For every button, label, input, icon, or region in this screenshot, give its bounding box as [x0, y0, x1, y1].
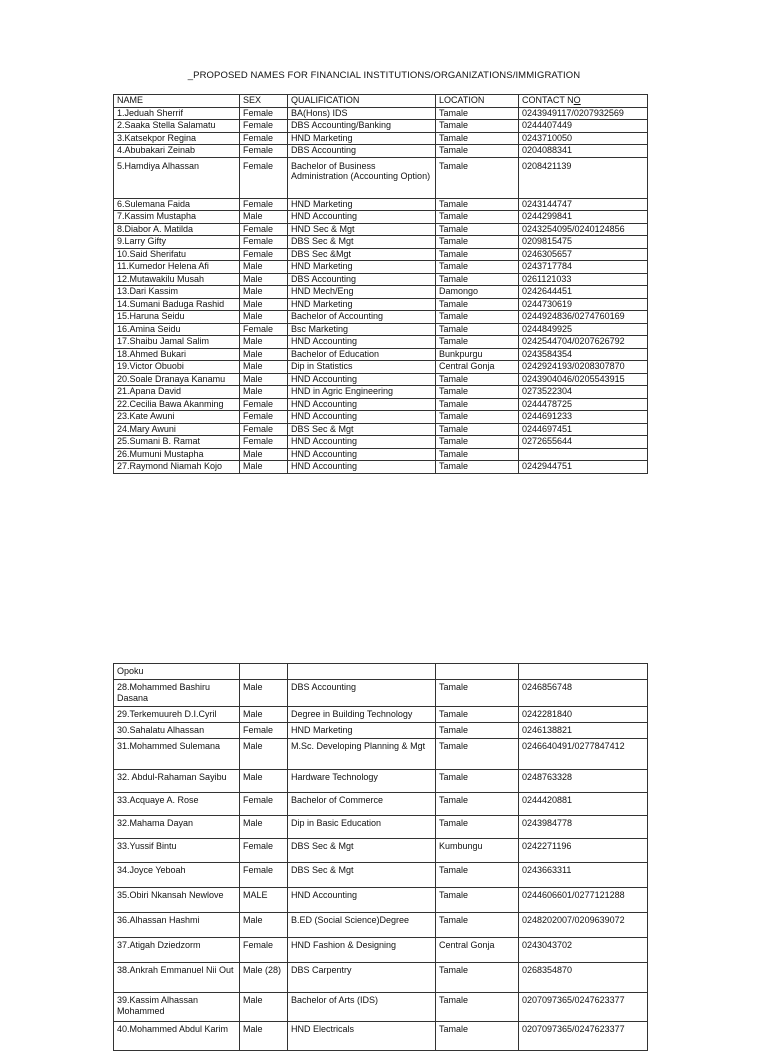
- qualification-cell: Hardware Technology: [288, 770, 436, 793]
- qualification-cell: HND Accounting: [288, 336, 436, 349]
- table-row: [114, 963, 648, 993]
- sex-cell: Female: [240, 248, 288, 261]
- table-row: [114, 348, 648, 361]
- location-cell: Tamale: [436, 398, 519, 411]
- table-row: [114, 120, 648, 133]
- sex-cell: Male: [240, 680, 288, 707]
- name-cell: 40.Mohammed Abdul Karim: [114, 1022, 240, 1051]
- sex-cell: Male: [240, 993, 288, 1022]
- table-row: [114, 157, 648, 198]
- contact-cell: 0246138821: [519, 723, 648, 739]
- contact-cell: 0272655644: [519, 436, 648, 449]
- table-row: [114, 863, 648, 888]
- qualification-cell: Bsc Marketing: [288, 323, 436, 336]
- location-cell: Central Gonja: [436, 361, 519, 374]
- sex-cell: Male: [240, 261, 288, 274]
- location-cell: Tamale: [436, 323, 519, 336]
- table-row: [114, 361, 648, 374]
- table-row: [114, 132, 648, 145]
- qualification-cell: Bachelor of Commerce: [288, 793, 436, 816]
- location-cell: Tamale: [436, 298, 519, 311]
- name-cell: 13.Dari Kassim: [114, 286, 240, 299]
- name-cell: 8.Diabor A. Matilda: [114, 223, 240, 236]
- sex-cell: Male (28): [240, 963, 288, 993]
- contact-cell: 0242644451: [519, 286, 648, 299]
- qualification-cell: DBS Sec &Mgt: [288, 248, 436, 261]
- table-row: [114, 461, 648, 474]
- table-row: [114, 261, 648, 274]
- table-row: [114, 888, 648, 913]
- table-row: [114, 448, 648, 461]
- sex-cell: [240, 664, 288, 680]
- location-cell: Tamale: [436, 863, 519, 888]
- qualification-cell: HND Accounting: [288, 448, 436, 461]
- location-cell: Tamale: [436, 223, 519, 236]
- qualification-cell: DBS Accounting: [288, 680, 436, 707]
- table-row: [114, 680, 648, 707]
- qualification-cell: DBS Sec & Mgt: [288, 863, 436, 888]
- contact-cell: 0242271196: [519, 839, 648, 863]
- name-cell: 38.Ankrah Emmanuel Nii Out: [114, 963, 240, 993]
- name-cell: 36.Alhassan Hashmi: [114, 913, 240, 938]
- location-cell: Damongo: [436, 286, 519, 299]
- location-cell: Tamale: [436, 311, 519, 324]
- qualification-cell: Bachelor of Business Administration (Accounting Option): [288, 157, 436, 198]
- table-row: [114, 723, 648, 739]
- location-cell: Tamale: [436, 198, 519, 211]
- qualification-cell: HND Marketing: [288, 723, 436, 739]
- contact-cell: 0243043702: [519, 938, 648, 963]
- qualification-cell: Degree in Building Technology: [288, 707, 436, 723]
- contact-cell: 0243904046/0205543915: [519, 373, 648, 386]
- qualification-cell: Dip in Basic Education: [288, 816, 436, 839]
- contact-cell: 0242544704/0207626792: [519, 336, 648, 349]
- sex-cell: Female: [240, 938, 288, 963]
- table-row: [114, 286, 648, 299]
- location-cell: Tamale: [436, 680, 519, 707]
- name-cell: 35.Obiri Nkansah Newlove: [114, 888, 240, 913]
- name-cell: 32.Mahama Dayan: [114, 816, 240, 839]
- contact-cell: 0246640491/0277847412: [519, 739, 648, 770]
- contact-cell: 0246305657: [519, 248, 648, 261]
- contact-cell: 0244697451: [519, 423, 648, 436]
- qualification-cell: Dip in Statistics: [288, 361, 436, 374]
- qualification-cell: Bachelor of Arts (IDS): [288, 993, 436, 1022]
- qualification-cell: HND Sec & Mgt: [288, 223, 436, 236]
- table-row: [114, 273, 648, 286]
- name-cell: 17.Shaibu Jamal Salim: [114, 336, 240, 349]
- qualification-cell: DBS Carpentry: [288, 963, 436, 993]
- qualification-cell: HND Accounting: [288, 888, 436, 913]
- sex-cell: Female: [240, 839, 288, 863]
- table-row: [114, 793, 648, 816]
- contact-cell: 0268354870: [519, 963, 648, 993]
- contact-cell: 0244849925: [519, 323, 648, 336]
- location-cell: Tamale: [436, 707, 519, 723]
- name-cell: 34.Joyce Yeboah: [114, 863, 240, 888]
- name-cell: 14.Sumani Baduga Rashid: [114, 298, 240, 311]
- sex-cell: Male: [240, 739, 288, 770]
- contact-cell: 0244407449: [519, 120, 648, 133]
- qualification-cell: HND Mech/Eng: [288, 286, 436, 299]
- location-cell: Tamale: [436, 248, 519, 261]
- table-row: [114, 993, 648, 1022]
- name-cell: 24.Mary Awuni: [114, 423, 240, 436]
- contact-cell: 0244606601/0277121288: [519, 888, 648, 913]
- contact-cell: 0243584354: [519, 348, 648, 361]
- sex-cell: Female: [240, 436, 288, 449]
- location-cell: Tamale: [436, 963, 519, 993]
- sex-cell: Male: [240, 386, 288, 399]
- location-cell: Tamale: [436, 261, 519, 274]
- contact-cell: 0242281840: [519, 707, 648, 723]
- contact-cell: 0243144747: [519, 198, 648, 211]
- table-row: [114, 336, 648, 349]
- qualification-cell: [288, 664, 436, 680]
- location-cell: Kumbungu: [436, 839, 519, 863]
- sex-cell: Male: [240, 348, 288, 361]
- contact-cell: 0248202007/0209639072: [519, 913, 648, 938]
- sex-cell: Male: [240, 816, 288, 839]
- location-cell: Tamale: [436, 411, 519, 424]
- name-cell: 15.Haruna Seidu: [114, 311, 240, 324]
- name-cell: 39.Kassim Alhassan Mohammed: [114, 993, 240, 1022]
- name-cell: 32. Abdul-Rahaman Sayibu: [114, 770, 240, 793]
- name-cell: 26.Mumuni Mustapha: [114, 448, 240, 461]
- name-cell: Opoku: [114, 664, 240, 680]
- location-cell: Tamale: [436, 770, 519, 793]
- location-cell: Tamale: [436, 336, 519, 349]
- name-cell: 27.Raymond Niamah Kojo: [114, 461, 240, 474]
- location-cell: Tamale: [436, 373, 519, 386]
- contact-cell: 0208421139: [519, 157, 648, 198]
- location-cell: Tamale: [436, 448, 519, 461]
- location-cell: Tamale: [436, 723, 519, 739]
- location-cell: Tamale: [436, 1022, 519, 1051]
- table-row: [114, 323, 648, 336]
- sex-cell: Female: [240, 157, 288, 198]
- location-cell: Tamale: [436, 120, 519, 133]
- sex-cell: Male: [240, 361, 288, 374]
- sex-cell: Female: [240, 793, 288, 816]
- table-row: [114, 664, 648, 680]
- table-row: [114, 398, 648, 411]
- qualification-cell: DBS Sec & Mgt: [288, 423, 436, 436]
- sex-cell: Male: [240, 461, 288, 474]
- name-cell: 1.Jeduah Sherrif: [114, 107, 240, 120]
- sex-cell: Female: [240, 145, 288, 158]
- contact-cell: 0244420881: [519, 793, 648, 816]
- sex-cell: Female: [240, 411, 288, 424]
- qualification-cell: HND Marketing: [288, 132, 436, 145]
- sex-cell: Female: [240, 198, 288, 211]
- name-cell: 11.Kumedor Helena Afi: [114, 261, 240, 274]
- name-cell: 23.Kate Awuni: [114, 411, 240, 424]
- contact-cell: 0244478725: [519, 398, 648, 411]
- header-contact-text: CONTACT N: [522, 95, 574, 105]
- names-table: [113, 94, 648, 474]
- table-row: [114, 770, 648, 793]
- qualification-cell: DBS Sec & Mgt: [288, 839, 436, 863]
- header-name: NAME: [114, 95, 240, 108]
- contact-cell: 0243254095/0240124856: [519, 223, 648, 236]
- header-qualification: QUALIFICATION: [288, 95, 436, 108]
- qualification-cell: HND Electricals: [288, 1022, 436, 1051]
- name-cell: 29.Terkemuureh D.I.Cyril: [114, 707, 240, 723]
- sex-cell: Female: [240, 120, 288, 133]
- sex-cell: Male: [240, 373, 288, 386]
- name-cell: 21.Apana David: [114, 386, 240, 399]
- document-title: _PROPOSED NAMES FOR FINANCIAL INSTITUTIONS/ORGANIZATIONS/IMMIGRATION: [187, 70, 581, 81]
- contact-cell: 0244924836/0274760169: [519, 311, 648, 324]
- name-cell: 33.Yussif Bintu: [114, 839, 240, 863]
- location-cell: Tamale: [436, 793, 519, 816]
- contact-cell: 0243984778: [519, 816, 648, 839]
- table-row: [114, 386, 648, 399]
- header-contact: [519, 95, 648, 108]
- header-contact-suffix: O: [573, 95, 581, 105]
- name-cell: 19.Victor Obuobi: [114, 361, 240, 374]
- qualification-cell: HND Marketing: [288, 261, 436, 274]
- contact-cell: 0243717784: [519, 261, 648, 274]
- contact-cell: 0207097365/0247623377: [519, 1022, 648, 1051]
- table-row: [114, 211, 648, 224]
- contact-cell: 0242944751: [519, 461, 648, 474]
- sex-cell: Female: [240, 323, 288, 336]
- qualification-cell: HND Accounting: [288, 211, 436, 224]
- location-cell: Tamale: [436, 913, 519, 938]
- location-cell: Tamale: [436, 107, 519, 120]
- contact-cell: [519, 664, 648, 680]
- sex-cell: Male: [240, 273, 288, 286]
- location-cell: Tamale: [436, 816, 519, 839]
- location-cell: Tamale: [436, 236, 519, 249]
- name-cell: 25.Sumani B. Ramat: [114, 436, 240, 449]
- name-cell: 30.Sahalatu Alhassan: [114, 723, 240, 739]
- name-cell: 28.Mohammed Bashiru Dasana: [114, 680, 240, 707]
- table-row: [114, 839, 648, 863]
- table-row: [114, 938, 648, 963]
- table-row: [114, 423, 648, 436]
- contact-cell: 0244299841: [519, 211, 648, 224]
- name-cell: 31.Mohammed Sulemana: [114, 739, 240, 770]
- contact-cell: 0246856748: [519, 680, 648, 707]
- qualification-cell: Bachelor of Accounting: [288, 311, 436, 324]
- name-cell: 5.Hamdiya Alhassan: [114, 157, 240, 198]
- table-row: [114, 707, 648, 723]
- sex-cell: Female: [240, 423, 288, 436]
- location-cell: Tamale: [436, 273, 519, 286]
- location-cell: Tamale: [436, 739, 519, 770]
- table-row: [114, 436, 648, 449]
- sex-cell: Male: [240, 707, 288, 723]
- qualification-cell: M.Sc. Developing Planning & Mgt: [288, 739, 436, 770]
- table-row: [114, 107, 648, 120]
- table-row: [114, 816, 648, 839]
- table-row: [114, 913, 648, 938]
- contact-cell: 0209815475: [519, 236, 648, 249]
- name-cell: 12.Mutawakilu Musah: [114, 273, 240, 286]
- location-cell: Tamale: [436, 157, 519, 198]
- qualification-cell: HND Fashion & Designing: [288, 938, 436, 963]
- location-cell: Tamale: [436, 145, 519, 158]
- qualification-cell: DBS Accounting: [288, 145, 436, 158]
- sex-cell: Male: [240, 913, 288, 938]
- qualification-cell: HND Accounting: [288, 461, 436, 474]
- name-cell: 7.Kassim Mustapha: [114, 211, 240, 224]
- qualification-cell: DBS Accounting/Banking: [288, 120, 436, 133]
- qualification-cell: HND Accounting: [288, 436, 436, 449]
- name-cell: 16.Amina Seidu: [114, 323, 240, 336]
- qualification-cell: DBS Accounting: [288, 273, 436, 286]
- table-row: [114, 373, 648, 386]
- sex-cell: Female: [240, 863, 288, 888]
- sex-cell: Male: [240, 298, 288, 311]
- name-cell: 4.Abubakari Zeinab: [114, 145, 240, 158]
- name-cell: 3.Katsekpor Regina: [114, 132, 240, 145]
- sex-cell: Male: [240, 286, 288, 299]
- qualification-cell: HND Marketing: [288, 198, 436, 211]
- location-cell: Tamale: [436, 888, 519, 913]
- table-row: [114, 236, 648, 249]
- name-cell: 20.Soale Dranaya Kanamu: [114, 373, 240, 386]
- names-table-continued: [113, 663, 648, 1051]
- name-cell: 10.Said Sherifatu: [114, 248, 240, 261]
- location-cell: Bunkpurgu: [436, 348, 519, 361]
- location-cell: Tamale: [436, 211, 519, 224]
- table-header-row: [114, 95, 648, 108]
- sex-cell: Male: [240, 448, 288, 461]
- sex-cell: Male: [240, 311, 288, 324]
- sex-cell: Male: [240, 1022, 288, 1051]
- header-location: LOCATION: [436, 95, 519, 108]
- location-cell: Tamale: [436, 386, 519, 399]
- qualification-cell: HND Accounting: [288, 411, 436, 424]
- header-sex: SEX: [240, 95, 288, 108]
- name-cell: 18.Ahmed Bukari: [114, 348, 240, 361]
- location-cell: Tamale: [436, 993, 519, 1022]
- contact-cell: 0204088341: [519, 145, 648, 158]
- contact-cell: 0243949117/0207932569: [519, 107, 648, 120]
- qualification-cell: Bachelor of Education: [288, 348, 436, 361]
- table-row: [114, 411, 648, 424]
- table-row: [114, 248, 648, 261]
- sex-cell: Male: [240, 336, 288, 349]
- contact-cell: 0207097365/0247623377: [519, 993, 648, 1022]
- sex-cell: Female: [240, 236, 288, 249]
- location-cell: Tamale: [436, 461, 519, 474]
- sex-cell: Female: [240, 107, 288, 120]
- qualification-cell: BA(Hons) IDS: [288, 107, 436, 120]
- sex-cell: Female: [240, 398, 288, 411]
- table-row: [114, 739, 648, 770]
- table-row: [114, 223, 648, 236]
- qualification-cell: HND Accounting: [288, 398, 436, 411]
- qualification-cell: HND in Agric Engineering: [288, 386, 436, 399]
- contact-cell: 0273522304: [519, 386, 648, 399]
- location-cell: Tamale: [436, 423, 519, 436]
- sex-cell: Female: [240, 223, 288, 236]
- sex-cell: Female: [240, 132, 288, 145]
- name-cell: 2.Saaka Stella Salamatu: [114, 120, 240, 133]
- qualification-cell: HND Accounting: [288, 373, 436, 386]
- name-cell: 9.Larry Gifty: [114, 236, 240, 249]
- qualification-cell: HND Marketing: [288, 298, 436, 311]
- contact-cell: 0261121033: [519, 273, 648, 286]
- qualification-cell: B.ED (Social Science)Degree: [288, 913, 436, 938]
- location-cell: [436, 664, 519, 680]
- contact-cell: 0243710050: [519, 132, 648, 145]
- qualification-cell: DBS Sec & Mgt: [288, 236, 436, 249]
- location-cell: Central Gonja: [436, 938, 519, 963]
- contact-cell: 0244730619: [519, 298, 648, 311]
- contact-cell: 0244691233: [519, 411, 648, 424]
- table-row: [114, 311, 648, 324]
- table-row: [114, 198, 648, 211]
- table-row: [114, 145, 648, 158]
- sex-cell: MALE: [240, 888, 288, 913]
- table-row: [114, 1022, 648, 1051]
- sex-cell: Female: [240, 723, 288, 739]
- location-cell: Tamale: [436, 436, 519, 449]
- contact-cell: 0242924193/0208307870: [519, 361, 648, 374]
- name-cell: 22.Cecilia Bawa Akanming: [114, 398, 240, 411]
- contact-cell: 0248763328: [519, 770, 648, 793]
- location-cell: Tamale: [436, 132, 519, 145]
- name-cell: 6.Sulemana Faida: [114, 198, 240, 211]
- name-cell: 33.Acquaye A. Rose: [114, 793, 240, 816]
- table-row: [114, 298, 648, 311]
- contact-cell: [519, 448, 648, 461]
- contact-cell: 0243663311: [519, 863, 648, 888]
- sex-cell: Male: [240, 770, 288, 793]
- name-cell: 37.Atigah Dziedzorm: [114, 938, 240, 963]
- sex-cell: Male: [240, 211, 288, 224]
